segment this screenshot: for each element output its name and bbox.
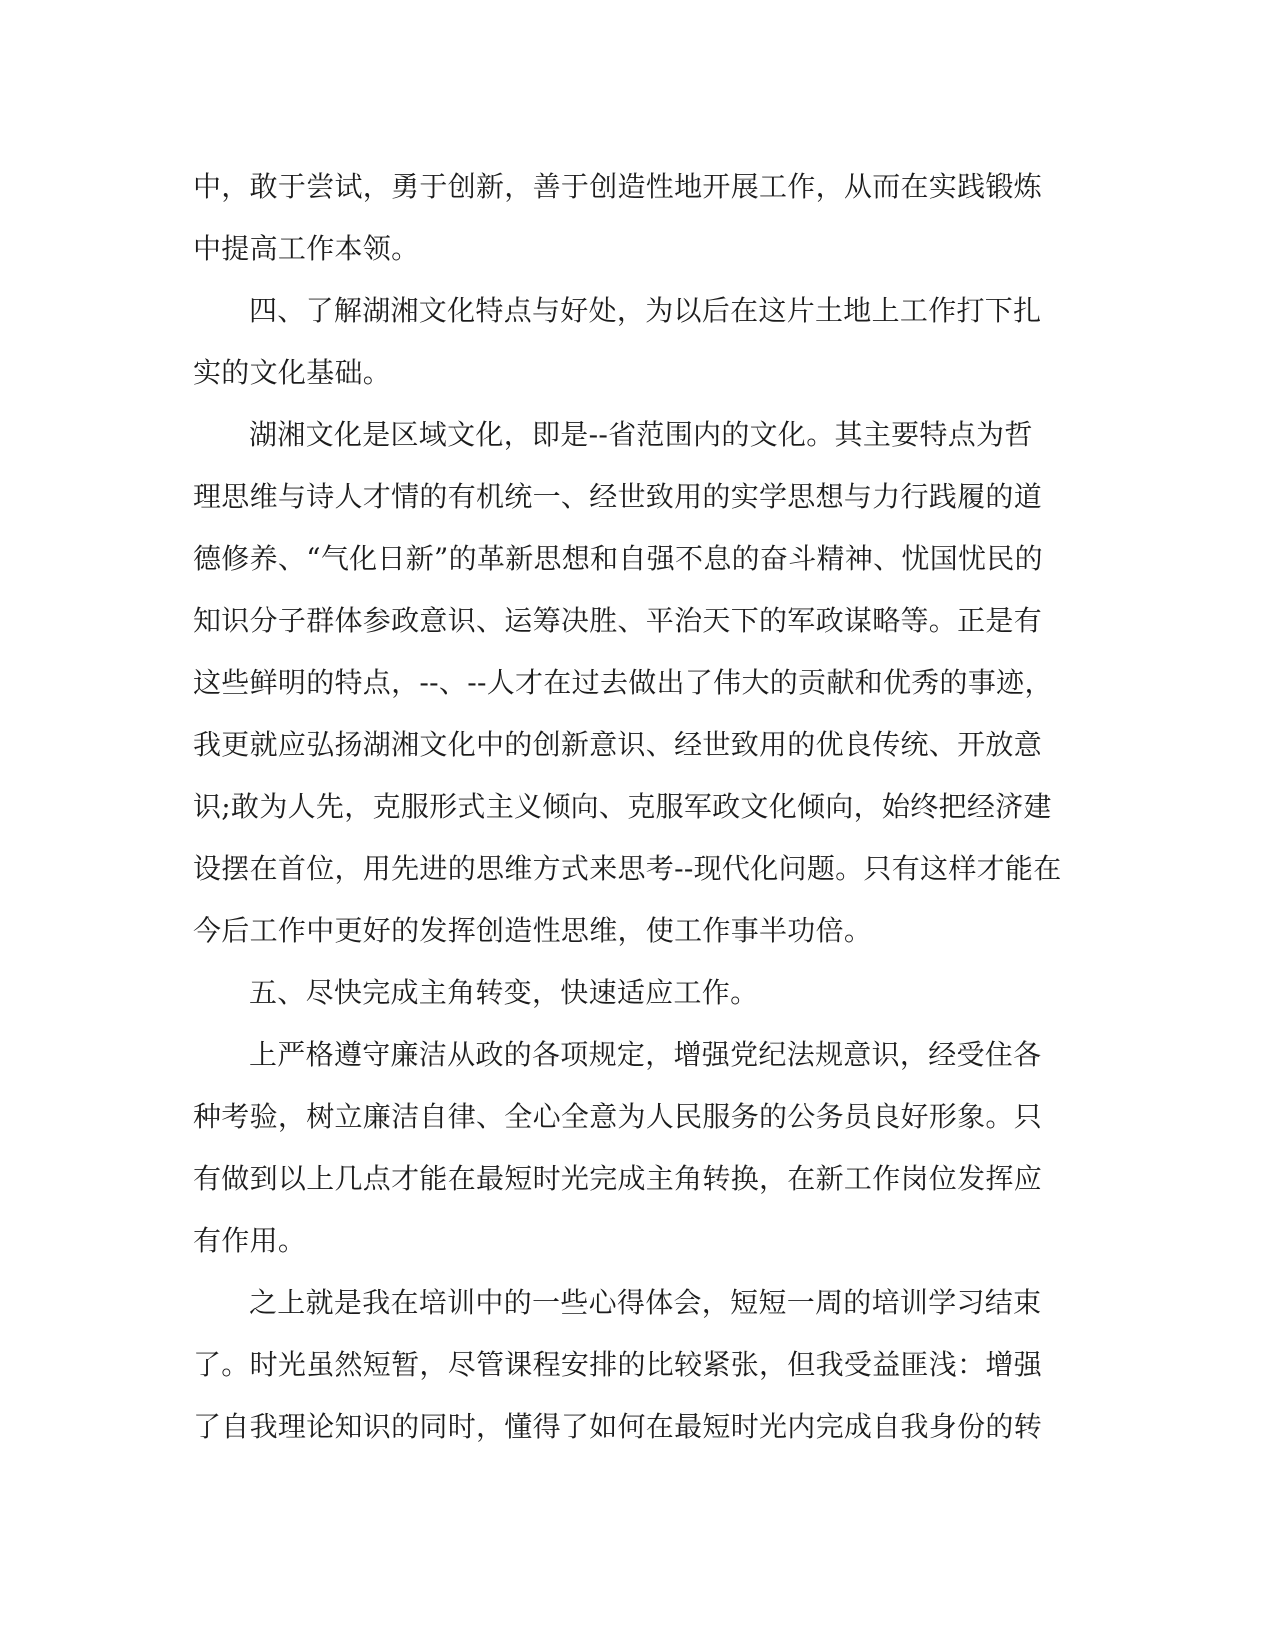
text-line: 湖湘文化是区域文化，即是--省范围内的文化。其主要特点为哲	[249, 418, 1033, 451]
text-line: 了。时光虽然短暂，尽管课程安排的比较紧张，但我受益匪浅：增强	[193, 1348, 1043, 1381]
text-line: 之上就是我在培训中的一些心得体会，短短一周的培训学习结束	[249, 1286, 1042, 1319]
text-line: 今后工作中更好的发挥创造性思维，使工作事半功倍。	[193, 914, 873, 947]
text-line: 五、尽快完成主角转变，快速适应工作。	[249, 976, 759, 1009]
text-line: 识;敢为人先，克服形式主义倾向、克服军政文化倾向，始终把经济建	[193, 790, 1052, 823]
text-line: 知识分子群体参政意识、运筹决胜、平治天下的军政谋略等。正是有	[193, 604, 1043, 637]
text-line: 四、了解湖湘文化特点与好处，为以后在这片土地上工作打下扎	[249, 294, 1042, 327]
text-line: 有作用。	[193, 1224, 307, 1257]
text-line: 有做到以上几点才能在最短时光完成主角转换，在新工作岗位发挥应	[193, 1162, 1043, 1195]
text-line: 这些鲜明的特点，--、--人才在过去做出了伟大的贡献和优秀的事迹，	[193, 666, 1053, 699]
text-line: 我更就应弘扬湖湘文化中的创新意识、经世致用的优良传统、开放意	[193, 728, 1043, 761]
text-line: 实的文化基础。	[193, 356, 392, 389]
text-line: 种考验，树立廉洁自律、全心全意为人民服务的公务员良好形象。只	[193, 1100, 1043, 1133]
text-line: 理思维与诗人才情的有机统一、经世致用的实学思想与力行践履的道	[193, 480, 1043, 513]
document-text-block	[193, 156, 1133, 1458]
text-line: 上严格遵守廉洁从政的各项规定，增强党纪法规意识，经受住各	[249, 1038, 1042, 1071]
text-line: 中提高工作本领。	[193, 232, 420, 265]
text-line: 德修养、“气化日新”的革新思想和自强不息的奋斗精神、忧国忧民的	[193, 542, 1043, 575]
text-line: 中，敢于尝试，勇于创新，善于创造性地开展工作，从而在实践锻炼	[193, 170, 1043, 203]
text-line: 了自我理论知识的同时，懂得了如何在最短时光内完成自我身份的转	[193, 1410, 1043, 1443]
text-line: 设摆在首位，用先进的思维方式来思考--现代化问题。只有这样才能在	[193, 852, 1062, 885]
